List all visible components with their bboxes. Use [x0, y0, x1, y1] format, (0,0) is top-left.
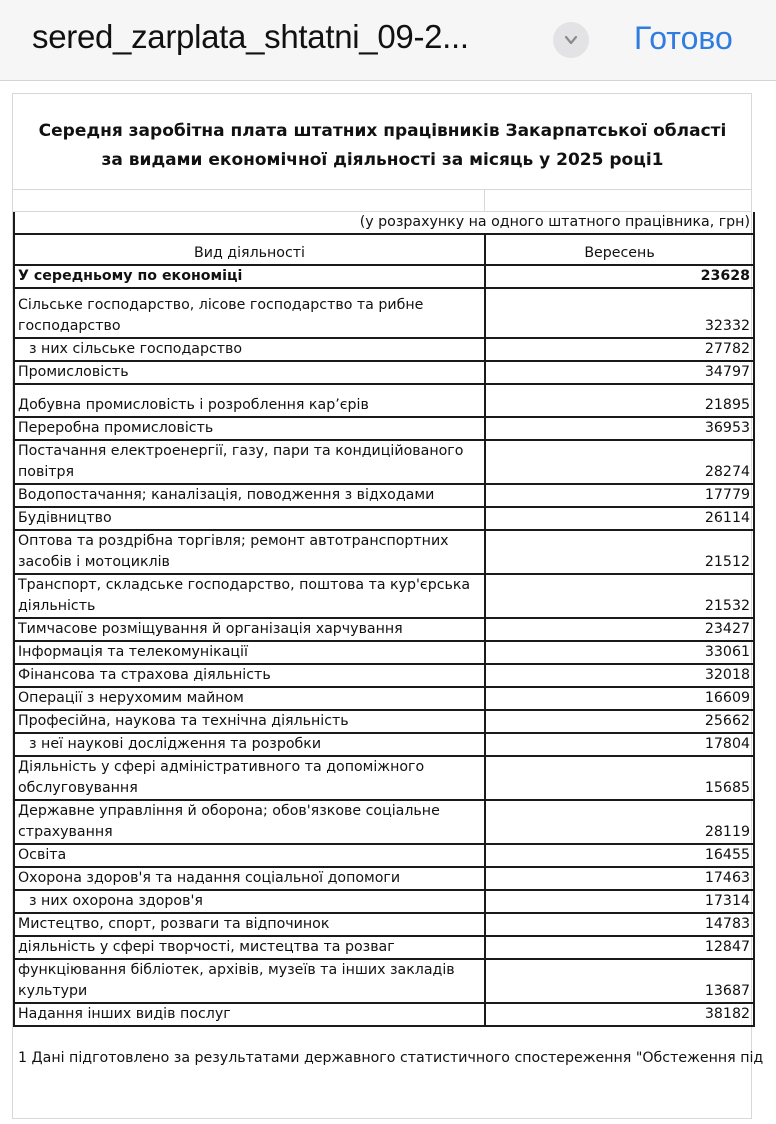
table-row [14, 733, 754, 756]
table-row [14, 959, 754, 1003]
column-header-september: Вересень [485, 234, 754, 265]
salary-value: 21895 [485, 384, 754, 417]
salary-value: 17804 [485, 733, 754, 756]
salary-value: 27782 [485, 338, 754, 361]
salary-value: 16455 [485, 844, 754, 867]
activity-label: Державне управління й оборона; обов'язкове соціальне страхування [14, 800, 485, 844]
table-row [14, 530, 754, 574]
activity-label: Водопостачання; каналізація, поводження з відходами [14, 484, 485, 507]
salary-value: 34797 [485, 361, 754, 384]
salary-value: 21532 [485, 574, 754, 618]
salary-value: 32018 [485, 664, 754, 687]
activity-label: з них сільське господарство [14, 338, 485, 361]
salary-value: 17463 [485, 867, 754, 890]
table-row [14, 867, 754, 890]
activity-label: Професійна, наукова та технічна діяльність [14, 710, 485, 733]
salary-value: 28274 [485, 440, 754, 484]
unit-note: (у розрахунку на одного штатного працівника, грн) [14, 212, 754, 234]
table-row [14, 384, 754, 417]
salary-value: 26114 [485, 507, 754, 530]
activity-label: Будівництво [14, 507, 485, 530]
salary-value: 28119 [485, 800, 754, 844]
table-row [14, 288, 754, 338]
salary-table [13, 212, 755, 1027]
table-row [14, 710, 754, 733]
title-menu-button[interactable] [553, 22, 589, 58]
salary-value: 38182 [485, 1003, 754, 1026]
table-row [14, 641, 754, 664]
table-row [14, 417, 754, 440]
empty-row [13, 190, 752, 212]
salary-value: 15685 [485, 756, 754, 800]
table-row [14, 265, 754, 288]
document-title[interactable]: sered_zarplata_shtatni_09-2... [32, 18, 469, 55]
activity-label: Транспорт, складське господарство, поштова та кур'єрська діяльність [14, 574, 485, 618]
activity-label: Тимчасове розміщування й організація харчування [14, 618, 485, 641]
table-row [14, 664, 754, 687]
activity-label: Освіта [14, 844, 485, 867]
salary-value: 33061 [485, 641, 754, 664]
activity-label: діяльність у сфері творчості, мистецтва та розваг [14, 936, 485, 959]
table-row [14, 574, 754, 618]
salary-value: 17779 [485, 484, 754, 507]
activity-label: Постачання електроенергії, газу, пари та кондиційованого повітря [14, 440, 485, 484]
footnote: 1 Дані підготовлено за результатами державного статистичного спостереження "Обстеження під [18, 1050, 764, 1066]
table-title [13, 94, 752, 190]
salary-value: 14783 [485, 913, 754, 936]
unit-note-row [14, 212, 754, 234]
table-row [14, 844, 754, 867]
table-row [14, 687, 754, 710]
activity-label: з неї наукові дослідження та розробки [14, 733, 485, 756]
activity-label: Мистецтво, спорт, розваги та відпочинок [14, 913, 485, 936]
table-row [14, 618, 754, 641]
activity-label: функціювання бібліотек, архівів, музеїв та інших закладів культури [14, 959, 485, 1003]
activity-label: з них охорона здоров'я [14, 890, 485, 913]
activity-label: Оптова та роздрібна торгівля; ремонт автотранспортних засобів і мотоциклів [14, 530, 485, 574]
salary-value: 17314 [485, 890, 754, 913]
table-row [14, 936, 754, 959]
table-row [14, 890, 754, 913]
table-row [14, 1003, 754, 1026]
viewer-toolbar [0, 0, 776, 81]
activity-label: Добувна промисловість і розроблення кар’єрів [14, 384, 485, 417]
table-row [14, 800, 754, 844]
activity-label: Сільське господарство, лісове господарство та рибне господарство [14, 288, 485, 338]
activity-label: Надання інших видів послуг [14, 1003, 485, 1026]
done-button[interactable]: Готово [634, 20, 733, 56]
table-row [14, 484, 754, 507]
salary-value: 21512 [485, 530, 754, 574]
activity-label: У середньому по економіці [14, 265, 485, 288]
salary-value: 23427 [485, 618, 754, 641]
table-row [14, 440, 754, 484]
table-row [14, 756, 754, 800]
table-row [14, 338, 754, 361]
chevron-down-icon [563, 34, 579, 46]
salary-value: 13687 [485, 959, 754, 1003]
title-line-2: за видами економічної діяльності за місяць у 2025 році1 [101, 150, 664, 170]
title-line-1: Середня заробітна плата штатних працівників Закарпатської області [38, 121, 727, 141]
activity-label: Діяльність у сфері адміністративного та допоміжного обслуговування [14, 756, 485, 800]
activity-label: Операції з нерухомим майном [14, 687, 485, 710]
salary-value: 23628 [485, 265, 754, 288]
activity-label: Охорона здоров'я та надання соціальної допомоги [14, 867, 485, 890]
salary-value: 16609 [485, 687, 754, 710]
table-row [14, 361, 754, 384]
activity-label: Переробна промисловість [14, 417, 485, 440]
table-row [14, 913, 754, 936]
salary-value: 25662 [485, 710, 754, 733]
column-header-activity: Вид діяльності [14, 234, 485, 265]
salary-value: 36953 [485, 417, 754, 440]
activity-label: Промисловість [14, 361, 485, 384]
table-row [14, 507, 754, 530]
header-row [14, 234, 754, 265]
salary-value: 32332 [485, 288, 754, 338]
activity-label: Інформація та телекомунікації [14, 641, 485, 664]
salary-value: 12847 [485, 936, 754, 959]
activity-label: Фінансова та страхова діяльність [14, 664, 485, 687]
